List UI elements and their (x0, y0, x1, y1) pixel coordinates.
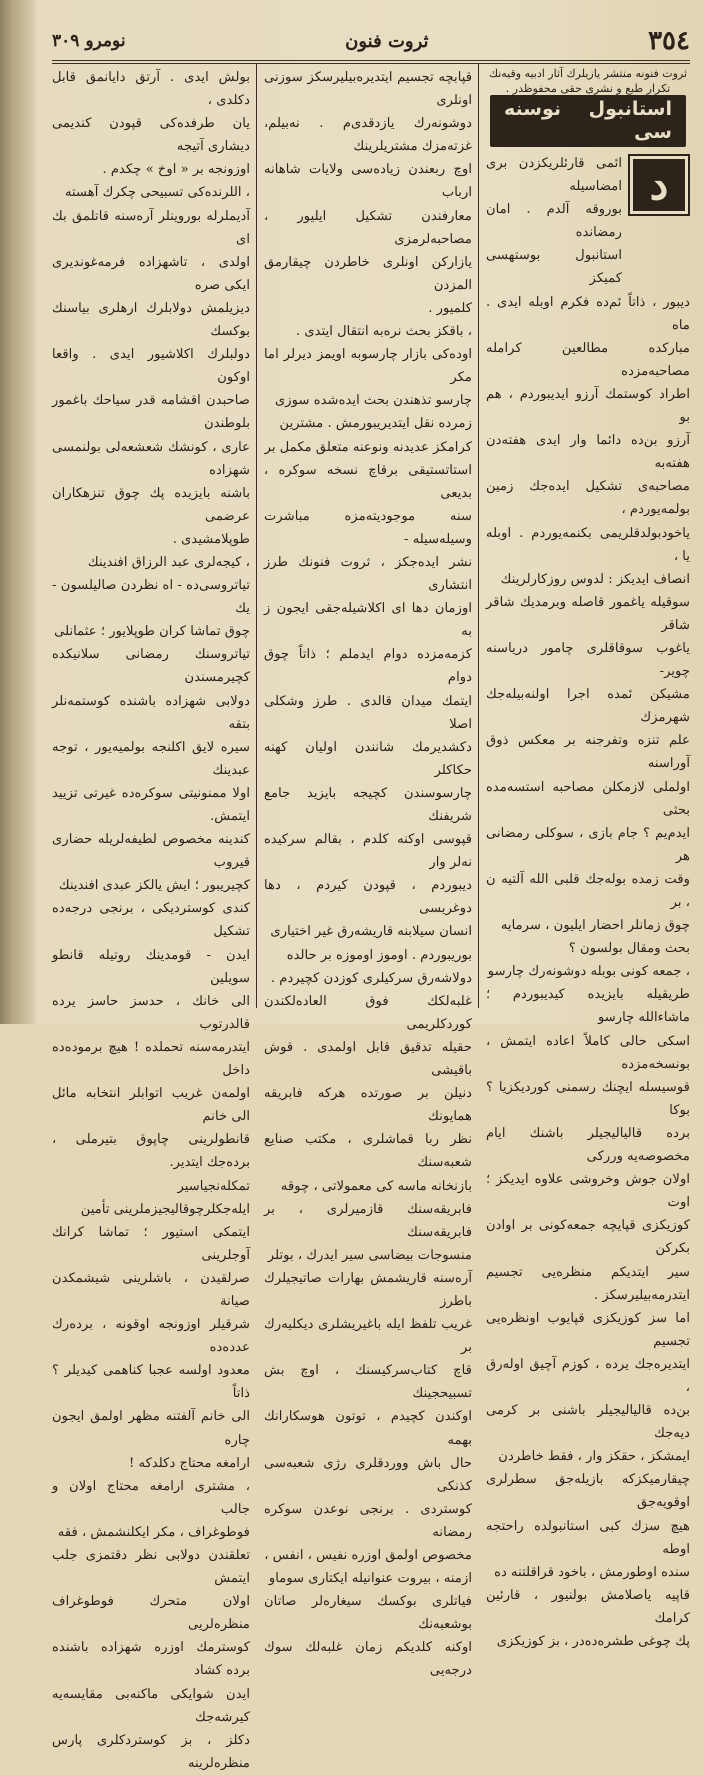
text-line: باشنه بایزیده پك چوق تنزهكاران عرضمی (52, 485, 250, 524)
text-line: اولملی لازمكلن مصاحبه استسه‌مده بحثی (486, 779, 690, 818)
text-line: كوزیكزی قپایچه جمعه‌كونی بر اوادن بكركن (486, 1218, 690, 1257)
text-line: برده قالیالیجیلر باشنك ایام مخصوصه‌یه ورركی (486, 1125, 690, 1165)
text-line: كچیریبور ؛ ایش یالکز عبدی افندینك (58, 878, 250, 894)
text-line: نظر ربا قماشلری ، مكتب صنایع شعبه‌سنك (264, 1132, 472, 1171)
text-line: آدیملرله بوروینلر آره‌سنه قاتلمق بك ای (52, 208, 250, 247)
text-line: ، مشتری ارامغه محتاج اولان و جالب (52, 1478, 250, 1517)
text-line: معارفندن تشكیل ایلیور ، مصاحبه‌لرمزی (264, 208, 472, 247)
text-line: دنیلن بر صورتده هركه فابریقه همایونك (264, 1086, 472, 1125)
text-line: كرامكز عدیدنه ونوعنه متعلق مكمل بر (264, 439, 472, 455)
text-line: دیبور ، ذاتاً ئم‌ده فكرم اوبله ایدی . ماه (486, 294, 690, 333)
text-line: دوشونه‌رك یازدقدی‌م . نه‌بیلم، غزته‌مزك مشتریلرینك (264, 116, 472, 155)
text-line: اوچ ربعندن زیاده‌سی ولایات شاهانه ارباب (264, 162, 472, 201)
text-line: چارسوسندن كچیجه بایزید جامع شریفنك (264, 785, 472, 824)
text-line: مخصوص اولمق اوزره نفیس ، انفس ، (264, 1548, 472, 1563)
text-line: سنه موجودیته‌مزه مباشرت وسیله‌سیله - (264, 508, 472, 547)
text-line: معدود اولسه عجبا كناهمی كیدیلر ؟ ذاتاً (52, 1363, 250, 1402)
text-line: تیاتروسنك رمضانی سلانیكده كچیرمسندن (52, 647, 250, 686)
text-line: الی خانم آلفتنه مظهر اولمق ایجون چاره (52, 1409, 250, 1448)
text-line: طوپلامشیدی . (172, 531, 250, 547)
text-line: فابریقه‌سنك قازمیرلری ، بر فابریقه‌سنك (264, 1201, 472, 1240)
section-title: استانبول نوسنه سی (490, 95, 686, 147)
text-line: فیاتلری بوكسك سیغاره‌لر صاتان بوشعبه‌نك (264, 1594, 472, 1633)
text-line: اسكی حالی كاملاً اعاده ایتمش ، بونسخه‌مزده (486, 1033, 690, 1072)
column-right (486, 66, 690, 1649)
text-line: اولان متحرك فوطوغراف منظره‌لریی (52, 1594, 250, 1633)
text-line: اطراد كوستمك آرزو ایدیبوردم ، هم بو (486, 386, 690, 426)
lead-paragraph (486, 152, 690, 291)
text-line: تمكله‌نجیاسیر ایله‌جكلرچوقالیجیزملرینی تأمین (80, 1178, 250, 1217)
text-line: ، اللرنده‌كی تسبیحی چكرك آهسته (64, 185, 250, 201)
text-line: اوكندن كچیدم ، توتون هوسكارانك بهمه (264, 1409, 472, 1448)
text-line: یاخودبولدقلریمی بكنمه‌یوردم . اوبله یا ، (486, 525, 690, 564)
text-line: چوق زمانلر احضار ایلیون ، سرمایه (500, 918, 690, 934)
text-line: اولا ممنونیتی سوكره‌ده غیرتی تزیید ایتمش. (52, 785, 250, 824)
text-line: قانطولرینی چاپوق بتیرملی ، برده‌جك ایتدیر. (52, 1132, 250, 1171)
text-line: دیزیلمش دولابلرك ارهلری بیاسنك بوكسك (52, 300, 250, 340)
text-line: شرقیلر اوزونجه اوقونه ، برده‌رك عدده‌ده (52, 1317, 250, 1356)
text-line: بوروقه آلدم . امان رمضانده (486, 202, 622, 241)
text-line: اولان جوش وخروشی علاوه ایدیكز ؛ اوت (486, 1172, 690, 1211)
text-line: علم تنزه وتفرجنه بر معكس ذوق آوراسنه (486, 733, 690, 772)
text-line: ایتمكی استیور ؛ تماشا كرانك آوجلرینی (52, 1224, 250, 1263)
text-line: نشر ایده‌جكز ، ثروت فنونك طرز انتشاری (264, 554, 472, 594)
text-line: قوسیسله ایچنك رسمنی كوردیكزیا ؟ بوكا (486, 1079, 690, 1118)
text-line: چوق تماشا كران طوپلایور ؛ عثمانلی (54, 624, 250, 640)
text-line: دولاشه‌رق سركیلری كوزدن كچیردم . (270, 970, 472, 986)
book-gutter-shadow (0, 0, 38, 1024)
text-line: طریقیله بایزیده كیدیبوردم ؛ ماشاءالله چارسو (486, 987, 690, 1026)
text-line: مباركده مطالعین كرامله مصاحبه‌مزده (486, 340, 690, 379)
text-line: زمرده نقل ایتدیریبورمش . مشترین (279, 416, 472, 432)
text-line: سوقیله یاغمور قاصله وبرمدیك شاقر شاقر (486, 594, 690, 633)
lead-text (486, 152, 622, 291)
text-line: صرلقیدن ، باشلرینی شیشمكدن صیانة (52, 1270, 250, 1309)
text-line: مشیكن ئمده اجرا اولنه‌بیله‌جك شهرمزك (486, 687, 690, 726)
text-line: ، كیجه‌لری عبد الرزاق افندینك (87, 554, 250, 570)
text-line: ایمشكز ، حقكز وار ، فقط خاطردن (498, 1449, 690, 1465)
text-line: قپوسی اوكنه كلدم ، بقالم سركیده نه‌لر وار (264, 832, 472, 871)
column-right-body (486, 291, 690, 1654)
text-line: عاری ، كونشك شعشعه‌لی بولنمسی شهزاده (52, 439, 250, 478)
section-banner (490, 98, 686, 144)
text-line: اولدی ، تاشهزاده فرمه‌غوندیری ایكی صره (52, 254, 250, 293)
text-line: بوریبوردم . اوموز اوموزه بر حالده (286, 947, 472, 963)
text-line: منسوجات بیضاسی سیر ایدرك ، بوتلر (267, 1247, 472, 1263)
text-line: یاغوب سوقاقلری چامور دریاسنه چویر- (486, 640, 690, 680)
page-number: ٣٥٤ (648, 26, 690, 56)
text-line: تعلقندن دولابی نظر دقتمزی جلب ایتمش (52, 1548, 250, 1587)
text-line: بازنخانه ماسه كی معمولاتی ، چوقه (280, 1178, 472, 1194)
column-left (52, 66, 250, 1771)
text-line: آرزو بن‌ده دائما وار ایدی هفته‌دن هفته‌به (486, 433, 690, 472)
text-line: كوسترمك اوزره شهزاده باشنده برده كشاد (52, 1640, 250, 1679)
text-line: استاتستیقی برقاچ نسخه سوكره ، بدیعی (264, 462, 472, 501)
column-middle (264, 66, 472, 1679)
text-line: اوزونجه بر « اوخ » چكدم . (102, 162, 250, 178)
text-line: دولابی شهزاده باشنده كوستمه‌نلر بتقه (52, 693, 250, 732)
text-line: ، باقكز بحث نره‌به انتقال ایتدی . (295, 324, 472, 340)
text-line: سنده اوطورمش ، باخود قراقلتنه ده (494, 1564, 690, 1580)
text-line: انصاف ایدیكز : لدوس روزكارلرینك (500, 571, 690, 587)
text-line: كوستردی . برنجی نوعدن سوكره رمضانه (264, 1501, 472, 1540)
text-line: دكشدیرمك شانندن اولیان كهنه حكاكلر (264, 739, 472, 778)
text-line: اما سز كوزیكزی قپایوب اونظره‌یی تجسیم (486, 1310, 690, 1349)
text-line: ائمی قارئلریكزدن بری امضاسیله (486, 156, 622, 195)
text-line: یازاركن اونلری خاطردن چیقارمق المزدن (264, 254, 472, 293)
text-line: چارسو تذهندن بحث ایده‌شده سوزی (274, 393, 472, 409)
text-line: مصاحبه‌ی تشكیل ایده‌جك زمین بولمه‌یوردم ، (486, 479, 690, 518)
page-header (52, 26, 690, 56)
text-line: دكلز ، بز كوستردكلری پارس منظره‌لرینه (52, 1732, 250, 1771)
text-line: اوده‌كی بازار چارسوبه اویمز دیرلر اما مكر (264, 347, 472, 386)
text-line: بن‌ده قالیالیجیلر باشنی بر كرمی دیه‌جك (486, 1403, 690, 1442)
text-line: استانبول بوستهسی كمیكز (486, 248, 622, 287)
text-line: اوزمان دها ای اكلاشیله‌جقی ایجون ز به (264, 601, 472, 640)
text-line: تیاتروسی‌ده - اه نظردن صالیلسون - یك (52, 578, 250, 617)
text-line: ، جمعه كونی بوبله دوشونه‌رك چارسو (487, 964, 690, 980)
text-line: اولمه‌ن غریب اتوابلر انتخابه مائل الی خانم (52, 1086, 250, 1125)
text-line: ایدن - قومدینك روتیله قانطو سویلین (52, 947, 250, 986)
text-line: دولبلرك اكلاشیور ایدی . واقعا اوكون (52, 347, 250, 386)
text-line: دیبوردم ، قپودن كیردم ، دها دوغریسی (264, 878, 472, 917)
text-line: حقیله تدقیق قابل اولمدی . قوش باقیشی (264, 1039, 472, 1079)
running-title: ثروت فنون (345, 30, 429, 52)
issue-number: نومرو ٣٠٩ (52, 31, 126, 51)
text-line: بولش ایدی . آرتق دایانمق قابل دكلدی ، (52, 70, 250, 109)
text-line: ایتدیره‌جك یرده ، كوزم آچیق اوله‌رق ، (486, 1356, 690, 1395)
text-line: ایدم‌یم ؟ جام بازی ، سوكلی رمضانی هر (486, 825, 690, 864)
text-line: ایدن شوایكی ما‌كنه‌بی مقایسه‌یه كیرشه‌جك (52, 1686, 250, 1725)
text-line: كندینه مخصوص لطیفه‌لریله حضاری قیروب (52, 832, 250, 871)
text-line: ایتدرمه‌سنه تحملده ! هیچ برموده‌ده داخل (52, 1039, 250, 1079)
text-line: صاحبدن اقشامه قدر سیاحك باغمور بلوطندن (52, 393, 250, 432)
text-line: یان طرفده‌كی قپودن كندیمی دیشاری آتیجه (52, 116, 250, 155)
header-rule (52, 60, 690, 61)
text-line: وقت زمده بوله‌جك قلبی الله آلتیه ن ، بر (486, 871, 690, 910)
text-line: سیره لایق اكلنجه بولمیه‌یور ، توجه عبدینك (52, 739, 250, 778)
copyright-note: ثروت فنونه منتشر یازیلرك آثار ادبیه وقیه‌نك تكرار طبع و نشری حقی محفوظدر . (488, 67, 688, 95)
text-line: ایتمك میدان قالدی . طرز وشكلی اصلا (264, 693, 472, 732)
text-line: پك چوغی طشره‌ده‌در ، بز كوزیكزی (496, 1634, 690, 1649)
text-line: ارامغه محتاج دكلدكه ! (129, 1455, 250, 1471)
text-line: ازمنه ، بیروت عنوانیله ایكتاری سوماو (268, 1571, 472, 1587)
text-line: كلمیور . (428, 300, 472, 316)
text-line: بحث ومقال بولسون ؟ (568, 941, 690, 957)
text-line: قاپیه یاصلامش بولنیور ، قارئین كرامك (486, 1587, 690, 1626)
text-line: كندی كوستردیكی ، برنجی درجه‌ده تشكیل (52, 901, 250, 940)
header-rule-double (52, 63, 690, 64)
text-line: الی خانك ، حدسز حاسز یرده قالدرتوب (52, 993, 250, 1032)
text-line: قپابچه تجسیم ایتدیره‌بیلیرسكز سوزنی اونلری (264, 70, 472, 109)
text-line: حال باش ووردقلری رژی شعبه‌سی كذنكی (264, 1455, 472, 1494)
text-line: قاچ كتاب‌سركیسنك ، اوچ بش تسبیحجینك (264, 1363, 472, 1402)
dropcap-ornament: د (628, 154, 690, 216)
text-line: هیچ سزك كبی استانبولده راحتجه اوطه‌ (486, 1518, 690, 1557)
text-line: آره‌سنه قاریشمش بهارات صاتیجیلرك باطرز (264, 1270, 472, 1309)
text-line: اوكنه كلدیكم زمان غلبه‌لك سوك درجه‌یی (264, 1640, 472, 1679)
text-line: سیر ایتدیكم منظره‌یی تجسیم ایتدرمه‌بیلیرسكز . (486, 1264, 690, 1303)
text-line: غلبه‌لكك فوق العاده‌لكندن كوردكلریمی (264, 993, 472, 1032)
text-line: كزمه‌مزده دوام ایدملم ؛ ذاتاً چوق دوام (264, 647, 472, 686)
column-rule (256, 64, 257, 1008)
column-rule (478, 64, 479, 1008)
text-line: فوطوغراف ، مكر ایكلنشمش ، فقه (57, 1524, 250, 1540)
text-line: چیقارمیكزكه بازیله‌جق سطرلری اوقویه‌جق (486, 1472, 690, 1511)
text-line: انسان سیلابنه قاریشه‌رق غیر اختیاری (270, 924, 472, 940)
text-line: غریب تلفظ ایله باغیریشلری دیكلیه‌رك بر (264, 1317, 472, 1356)
